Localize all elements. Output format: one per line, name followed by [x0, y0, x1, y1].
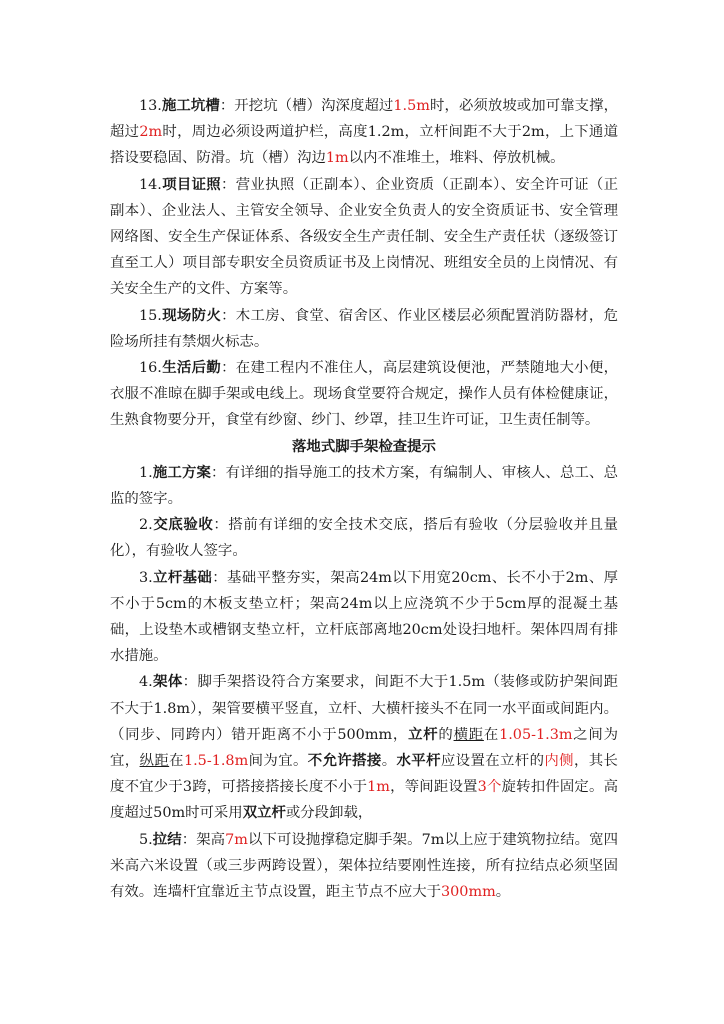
section-15 [110, 303, 618, 355]
text: 基础平整夯实，架高24m以下用宽20cm、长不小于2m、厚不小于5cm的木板支垫立杆；架高24m以上应浇筑不少于5cm厚的混凝土基础，上设垫木或槽钢支垫立杆，立杆底部离地20cm处设扫地杆。架体四周有排水措施。 [110, 569, 618, 665]
text: 架高 [196, 831, 226, 848]
red-value: 1.5m [393, 98, 430, 114]
section-heading: 落地式脚手架检查提示 [292, 437, 436, 455]
text: 以下可设抛撑稳定脚手架。7m以上应于建筑物拉结。宽四米高六米设置（或三步两跨设置），架体拉结要刚性连接，所有拉结点必须坚固有效。连墙杆宜靠近主节点设置，距主节点不应大于 [110, 831, 618, 901]
bold-term: 双立杆 [242, 804, 286, 822]
text: 脚手架搭设符合方案要求，间距不大于1.5m（装修或防护架间距不大于1.8m），架管要横平竖直，立杆、大横杆接头不在同一水平面或间距内。（同步、同跨内）错开距离不小于500mm， [110, 674, 618, 743]
text: 时，周边必须设两道护栏，高度1.2m，立杆间距不大于2m，上下通道搭设要稳固、防滑。坑（槽）沟边 [110, 124, 618, 167]
text: 。 [381, 753, 397, 770]
colon: ： [213, 517, 229, 534]
text: ，其长度不宜少于3跨，可搭接搭接长度不小于 [110, 753, 618, 796]
text: 在 [483, 726, 500, 743]
colon: ： [221, 307, 236, 324]
text: 旋转扣件固定。高度超过50m时可采用 [110, 779, 618, 822]
section-14 [110, 172, 618, 303]
item-number: 13. [139, 98, 162, 114]
text: 以内不准堆土，堆料、停放机械。 [348, 150, 565, 167]
bold-term: 立杆 [408, 725, 439, 743]
item-title: 立杆基础 [152, 568, 213, 586]
item-title: 拉结 [152, 830, 182, 848]
red-value: 1.5-1.8m [183, 753, 249, 770]
document-page [110, 93, 618, 905]
colon: ： [182, 674, 198, 691]
text: 木工房、食堂、宿舍区、作业区楼层必须配置消防器材，危险场所挂有禁烟火标志。 [110, 307, 618, 350]
text: 的 [438, 726, 454, 743]
text: 时，必须放坡或加可靠支撑，超过 [110, 98, 618, 141]
item-number: 2. [139, 517, 153, 534]
scaffold-item-4 [110, 669, 618, 826]
colon: ： [211, 464, 226, 481]
scaffold-item-3 [110, 565, 618, 670]
colon: ： [221, 176, 236, 193]
section-13 [110, 93, 618, 172]
red-value: 1m [367, 779, 390, 796]
colon: ： [181, 831, 197, 848]
item-number: 4. [139, 674, 153, 691]
item-title: 现场防火 [161, 306, 222, 324]
red-value: 2m [139, 124, 163, 141]
underlined-term: 纵距 [139, 753, 170, 770]
text: 搭前有详细的安全技术交底，搭后有验收（分层验收并且量化），有验收人签字。 [110, 517, 618, 560]
scaffold-item-2 [110, 512, 618, 564]
underlined-term: 横距 [453, 726, 484, 743]
bold-term: 不允许搭接 [307, 752, 382, 770]
text: ，等间距设置 [389, 779, 478, 796]
bold-term: 水平杆 [396, 752, 441, 770]
text: 开挖坑（槽）沟深度超过 [234, 98, 394, 114]
item-number: 3. [139, 569, 153, 586]
text: 有详细的指导施工的技术方案，有编制人、审核人、总工、总监的签字。 [110, 464, 618, 508]
red-value: 1m [325, 150, 349, 167]
item-title: 架体 [152, 673, 183, 691]
text: 之间为宜， [110, 726, 618, 770]
item-number: 5. [139, 831, 153, 848]
item-number: 15. [139, 307, 162, 324]
text: 应设置在立杆的 [440, 753, 545, 770]
item-title: 生活后勤 [161, 359, 222, 377]
item-title: 施工方案 [152, 463, 212, 481]
text: 或分段卸载， [285, 805, 373, 822]
item-number: 1. [139, 464, 153, 481]
red-value: 3个 [477, 779, 502, 796]
colon: ： [212, 569, 227, 586]
item-number: 16. [139, 360, 162, 377]
colon: ： [221, 360, 236, 377]
text: 营业执照（正副本）、企业资质（正副本）、安全许可证（正副本）、企业法人、主管安全领导、企业安全负责人的安全资质证书、安全管理网络图、安全生产保证体系、各级安全生产责任制、安全生产责任状（逐级签订直至工人）项目部专职安全员资质证书及上岗情况、班组安全员的上岗情况、有关安全生产的文件、方案等。 [110, 176, 618, 298]
scaffold-item-1 [110, 460, 618, 512]
item-number: 14. [139, 176, 162, 193]
scaffold-item-5 [110, 827, 618, 906]
text: 在建工程内不准住人，高层建筑设便池，严禁随地大小便，衣服不准晾在脚手架或电线上。现场食堂要符合规定，操作人员有体检健康证，生熟食物要分开，食堂有纱窗、纱门、纱罩，挂卫生许可证，卫生责任制等。 [110, 360, 618, 429]
item-title: 交底验收 [152, 516, 214, 534]
text: 。 [495, 884, 511, 901]
item-title: 项目证照 [161, 175, 222, 193]
colon: ： [219, 98, 235, 114]
red-value: 1.05-1.3m [499, 726, 573, 743]
red-value: 7m [225, 831, 248, 848]
text: 在 [169, 753, 184, 770]
red-value: 内侧 [544, 753, 574, 770]
item-title: 施工坑槽 [161, 97, 220, 114]
text: 间为宜。 [248, 753, 308, 770]
red-value: 300mm [441, 884, 496, 901]
section-16 [110, 355, 618, 434]
